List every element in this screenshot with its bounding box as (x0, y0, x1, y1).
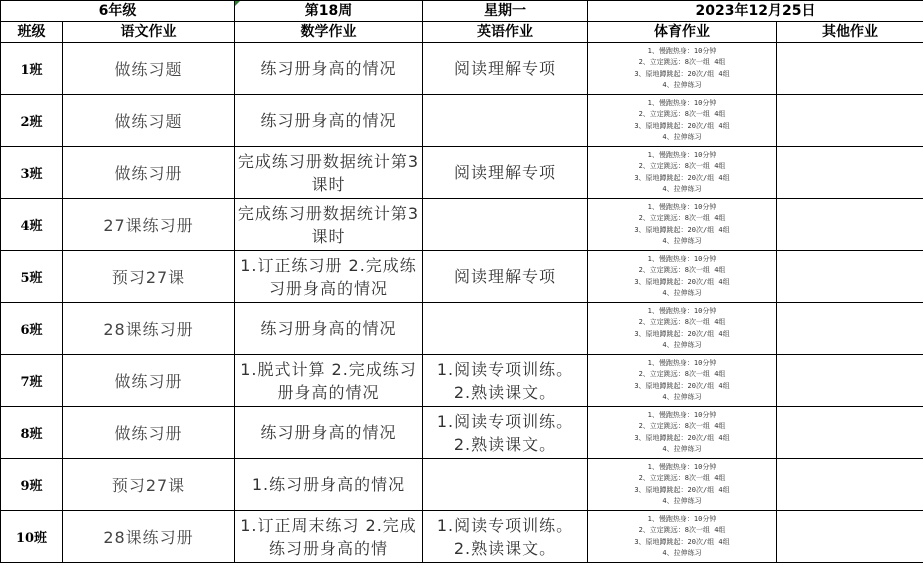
english-homework-cell[interactable]: 1.阅读专项训练。 2.熟读课文。 (423, 511, 588, 563)
pe-homework-cell[interactable]: 1、慢跑热身：10分钟 2、立定跳远：8次一组 4组 3、原地蹲跳起：20次/组 4组 4、拉伸练习 (588, 199, 777, 251)
header-pe[interactable]: 体育作业 (588, 22, 777, 43)
header-math[interactable]: 数学作业 (235, 22, 423, 43)
other-homework-cell[interactable] (777, 251, 923, 303)
cell-marker-icon (235, 1, 240, 6)
math-homework-cell[interactable]: 1.练习册身高的情况 (235, 459, 423, 511)
math-homework-cell[interactable]: 完成练习册数据统计第3课时 (235, 147, 423, 199)
math-homework-cell[interactable]: 练习册身高的情况 (235, 407, 423, 459)
chinese-homework-cell[interactable]: 27课练习册 (63, 199, 235, 251)
title-row (1, 1, 923, 22)
table-row (1, 199, 923, 251)
math-homework-cell[interactable]: 练习册身高的情况 (235, 43, 423, 95)
chinese-homework-cell[interactable]: 预习27课 (63, 251, 235, 303)
grade-label[interactable]: 6年级 (1, 1, 235, 22)
header-row (1, 22, 923, 43)
week-text: 第18周 (304, 3, 353, 19)
class-cell[interactable]: 5班 (1, 251, 63, 303)
weekday-label[interactable]: 星期一 (423, 1, 588, 22)
class-cell[interactable]: 2班 (1, 95, 63, 147)
class-cell[interactable]: 7班 (1, 355, 63, 407)
other-homework-cell[interactable] (777, 303, 923, 355)
math-homework-cell[interactable]: 练习册身高的情况 (235, 303, 423, 355)
math-homework-cell[interactable]: 1.订正周末练习 2.完成练习册身高的情 (235, 511, 423, 563)
table-row (1, 459, 923, 511)
table-row (1, 147, 923, 199)
chinese-homework-cell[interactable]: 做练习册 (63, 407, 235, 459)
header-other[interactable]: 其他作业 (777, 22, 923, 43)
other-homework-cell[interactable] (777, 95, 923, 147)
table-row (1, 43, 923, 95)
math-homework-cell[interactable]: 1.订正练习册 2.完成练习册身高的情况 (235, 251, 423, 303)
pe-homework-cell[interactable]: 1、慢跑热身：10分钟 2、立定跳远：8次一组 4组 3、原地蹲跳起：20次/组 4组 4、拉伸练习 (588, 303, 777, 355)
pe-homework-cell[interactable]: 1、慢跑热身：10分钟 2、立定跳远：8次一组 4组 3、原地蹲跳起：20次/组 4组 4、拉伸练习 (588, 407, 777, 459)
table-row (1, 407, 923, 459)
english-homework-cell[interactable] (423, 199, 588, 251)
header-english[interactable]: 英语作业 (423, 22, 588, 43)
table-row (1, 511, 923, 563)
pe-homework-cell[interactable]: 1、慢跑热身：10分钟 2、立定跳远：8次一组 4组 3、原地蹲跳起：20次/组 4组 4、拉伸练习 (588, 43, 777, 95)
chinese-homework-cell[interactable]: 做练习题 (63, 95, 235, 147)
table-row (1, 95, 923, 147)
table-row (1, 251, 923, 303)
table-row (1, 303, 923, 355)
pe-homework-cell[interactable]: 1、慢跑热身：10分钟 2、立定跳远：8次一组 4组 3、原地蹲跳起：20次/组 4组 4、拉伸练习 (588, 95, 777, 147)
pe-homework-cell[interactable]: 1、慢跑热身：10分钟 2、立定跳远：8次一组 4组 3、原地蹲跳起：20次/组 4组 4、拉伸练习 (588, 511, 777, 563)
class-cell[interactable]: 8班 (1, 407, 63, 459)
header-class[interactable]: 班级 (1, 22, 63, 43)
other-homework-cell[interactable] (777, 355, 923, 407)
pe-homework-cell[interactable]: 1、慢跑热身：10分钟 2、立定跳远：8次一组 4组 3、原地蹲跳起：20次/组 4组 4、拉伸练习 (588, 147, 777, 199)
math-homework-cell[interactable]: 完成练习册数据统计第3课时 (235, 199, 423, 251)
class-cell[interactable]: 4班 (1, 199, 63, 251)
math-homework-cell[interactable]: 练习册身高的情况 (235, 95, 423, 147)
pe-homework-cell[interactable]: 1、慢跑热身：10分钟 2、立定跳远：8次一组 4组 3、原地蹲跳起：20次/组 4组 4、拉伸练习 (588, 355, 777, 407)
chinese-homework-cell[interactable]: 预习27课 (63, 459, 235, 511)
chinese-homework-cell[interactable]: 做练习册 (63, 355, 235, 407)
english-homework-cell[interactable] (423, 303, 588, 355)
english-homework-cell[interactable]: 1.阅读专项训练。 2.熟读课文。 (423, 355, 588, 407)
rows-body (1, 43, 923, 563)
pe-homework-cell[interactable]: 1、慢跑热身：10分钟 2、立定跳远：8次一组 4组 3、原地蹲跳起：20次/组 4组 4、拉伸练习 (588, 459, 777, 511)
date-label[interactable]: 2023年12月25日 (588, 1, 923, 22)
chinese-homework-cell[interactable]: 做练习册 (63, 147, 235, 199)
english-homework-cell[interactable]: 阅读理解专项 (423, 43, 588, 95)
other-homework-cell[interactable] (777, 459, 923, 511)
other-homework-cell[interactable] (777, 43, 923, 95)
other-homework-cell[interactable] (777, 199, 923, 251)
week-label[interactable] (235, 1, 423, 22)
other-homework-cell[interactable] (777, 407, 923, 459)
class-cell[interactable]: 10班 (1, 511, 63, 563)
class-cell[interactable]: 3班 (1, 147, 63, 199)
english-homework-cell[interactable] (423, 95, 588, 147)
class-cell[interactable]: 6班 (1, 303, 63, 355)
english-homework-cell[interactable]: 阅读理解专项 (423, 251, 588, 303)
chinese-homework-cell[interactable]: 28课练习册 (63, 511, 235, 563)
table-row (1, 355, 923, 407)
english-homework-cell[interactable]: 阅读理解专项 (423, 147, 588, 199)
english-homework-cell[interactable]: 1.阅读专项训练。 2.熟读课文。 (423, 407, 588, 459)
pe-homework-cell[interactable]: 1、慢跑热身：10分钟 2、立定跳远：8次一组 4组 3、原地蹲跳起：20次/组 4组 4、拉伸练习 (588, 251, 777, 303)
header-chinese[interactable]: 语文作业 (63, 22, 235, 43)
class-cell[interactable]: 1班 (1, 43, 63, 95)
class-cell[interactable]: 9班 (1, 459, 63, 511)
other-homework-cell[interactable] (777, 147, 923, 199)
other-homework-cell[interactable] (777, 511, 923, 563)
chinese-homework-cell[interactable]: 做练习题 (63, 43, 235, 95)
math-homework-cell[interactable]: 1.脱式计算 2.完成练习册身高的情况 (235, 355, 423, 407)
chinese-homework-cell[interactable]: 28课练习册 (63, 303, 235, 355)
english-homework-cell[interactable] (423, 459, 588, 511)
